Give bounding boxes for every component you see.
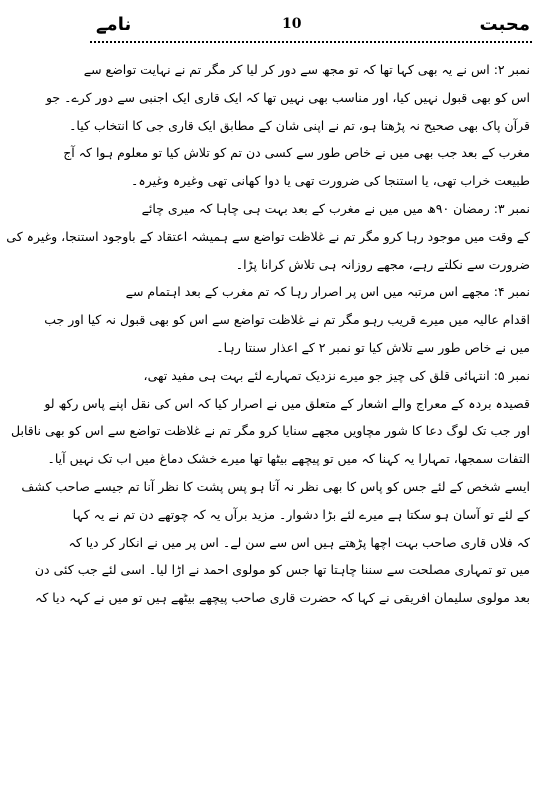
header-dotted-rule [90,41,532,45]
text-line: ایسے شخص کے لئے جس کو پاس کا بھی نظر نہ آتا ہو پس پشت کا نظر آنا تم جیسے صاحب کشف [21,478,530,494]
text-line: میں تو تمہاری مصلحت سے سننا چاہتا تھا جس کو مولوی احمد نے اڑا لیا۔ اسی لئے جب کئی دن [34,562,530,578]
text-line: قرآن پاک بھی صحیح نہ پڑھتا ہو، تم نے اپنی شان کے مطابق ایک قاری جی کا انتخاب کیا۔ [69,117,530,133]
text-line: نمبر ۳: رمضان ۹۰ھ میں میں نے مغرب کے بعد بہت ہی چاہا کہ میری چائے [141,200,530,216]
text-line: بعد مولوی سلیمان افریقی نے کہا کہ حضرت قاری صاحب پیچھے بیٹھے ہیں تو میں نے کہہ دیا کہ [35,590,530,606]
text-line: اور جب تک لوگ دعا کا شور مچاویں مجھے سنایا کرو مگر تم نے غلاظت تواضع سے اس کو بھی ناقابل [11,423,530,439]
text-line: قصیدہ بردہ کے معراج والے اشعار کے متعلق میں نے اصرار کیا کہ اس کی نقل اپنے پاس رکھ لو [44,395,530,411]
text-line: کے لئے تو آسان ہو سکتا ہے میرے لئے بڑا دشوار۔ مزید برآں یہ کہ چوتھے دن تم نے یہ کہا [72,506,530,522]
text-line: نمبر ۴: مجھے اس مرتبہ میں اس پر اصرار رہا کہ تم مغرب کے بعد اہتمام سے [125,284,530,300]
text-line: التفات سمجھا، تمہارا یہ کہنا کہ میں تو پیچھے بیٹھا تھا میرے خشک دماغ میں اب تک نہیں آیا۔ [47,451,530,467]
page-number: 10 [282,16,302,32]
text-line: مغرب کے بعد جب بھی میں نے خاص طور سے کسی دن تم کو تلاش کیا تو معلوم ہوا کہ آج [63,145,530,161]
text-line: طبیعت خراب تھی، یا استنجا کی ضرورت تھی یا دوا کھانی تھی وغیرہ وغیرہ۔ [131,173,530,189]
text-line: اقدام عالیہ میں میرے قریب رہو مگر تم نے غلاظت تواضع سے اس کو بھی قبول نہ کیا اور جب [44,312,530,328]
text-line: نمبر ۲: اس نے یہ بھی کہا تھا کہ تو مجھ سے دور کر لیا کر مگر تم نے نہایت تواضع سے [83,62,530,77]
running-title-right: محبت [479,14,530,35]
text-line: کے وقت میں موجود رہا کرو مگر تم نے غلاظت تواضع سے ہمیشہ اعتقاد کے باوجود استنجا، وغیرہ کی [6,228,530,244]
text-line: نمبر ۵: انتہائی قلق کی چیز جو میرے نزدیک تمہارے لئے بہت ہی مفید تھی، [143,367,530,383]
text-line: کہ فلاں قاری صاحب بہت اچھا پڑھتے ہیں اس سے سن لے۔ اس پر میں نے انکار کر دیا کہ [68,534,530,550]
page-header [60,14,530,38]
text-line: ضرورت سے نکلتے رہے، مجھے روزانہ ہی تلاش کرانا پڑا۔ [235,256,530,272]
running-title-left: نامے [96,14,132,35]
text-line: اس کو بھی قبول نہیں کیا، اور مناسب بھی نہیں تھا کہ ایک قاری ایک اجنبی سے دور کرے۔ جو [45,89,530,105]
body-text [6,56,530,612]
text-line: میں نے خاص طور سے تلاش کیا تو نمبر ۲ کے اعذار سنتا رہا۔ [216,339,530,355]
